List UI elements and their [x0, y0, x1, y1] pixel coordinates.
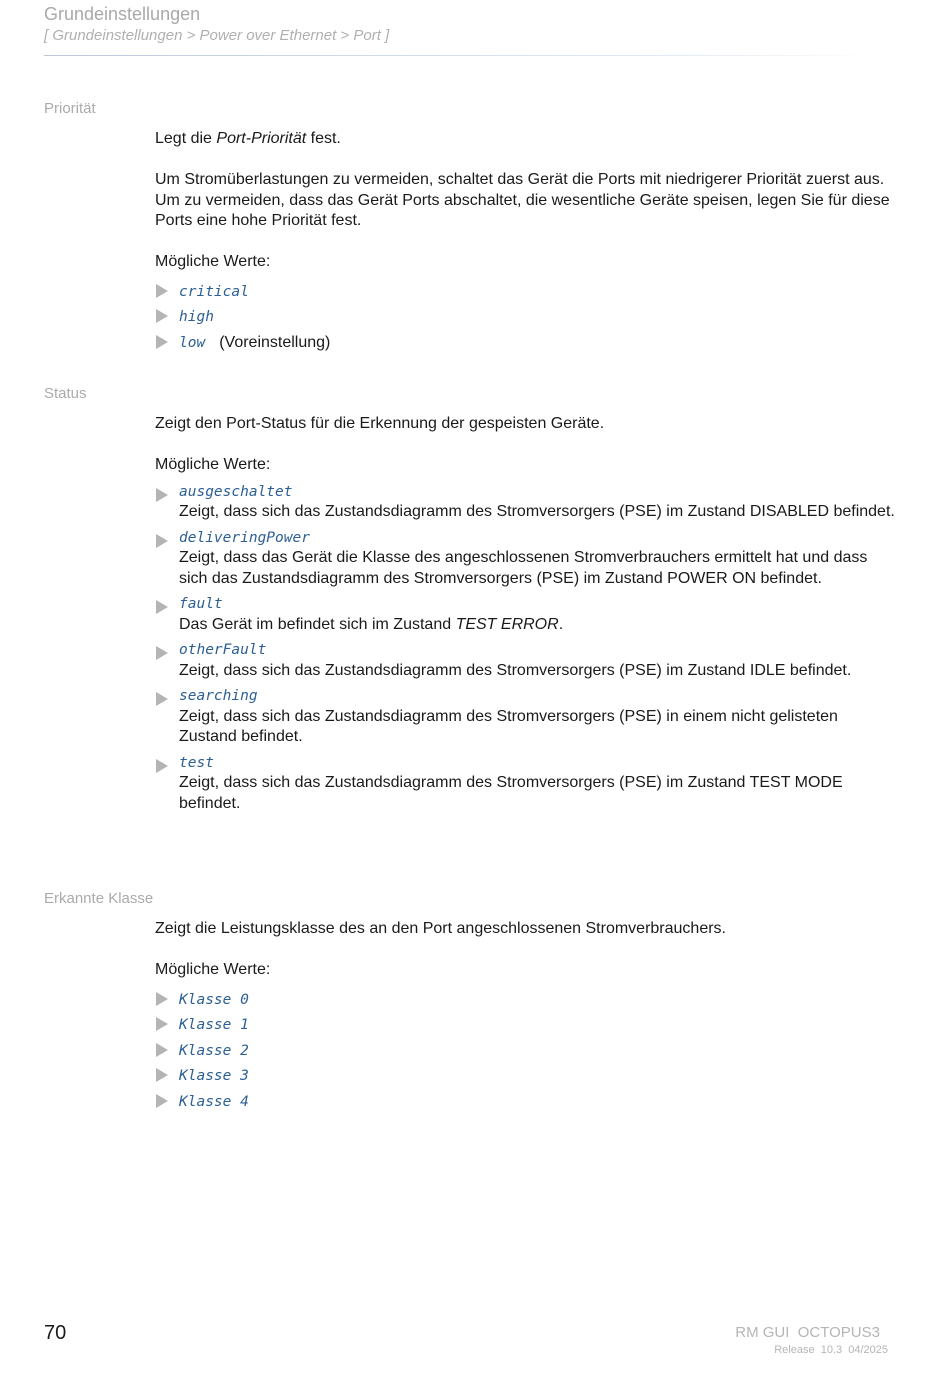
list-item	[155, 640, 895, 681]
section-label-prioritaet: Priorität	[44, 100, 96, 117]
triangle-bullet-icon	[156, 1094, 168, 1108]
values-heading: Mögliche Werte:	[155, 456, 271, 473]
triangle-bullet-icon	[156, 309, 168, 323]
intro-emphasis: Port-Priorität	[216, 130, 307, 147]
value-code: Klasse 3	[179, 1068, 249, 1084]
page-number: 70	[44, 1322, 67, 1344]
value-code: otherFault	[179, 642, 267, 658]
list-item	[155, 594, 895, 635]
list-item	[155, 279, 895, 305]
list-item	[155, 686, 895, 748]
list-item	[155, 753, 895, 815]
triangle-bullet-icon	[156, 284, 168, 298]
value-code: Klasse 2	[179, 1042, 249, 1059]
list-item	[155, 330, 895, 356]
value-code: Klasse 1	[179, 1017, 249, 1033]
triangle-bullet-icon	[156, 992, 168, 1006]
values-heading: Mögliche Werte:	[155, 253, 271, 270]
document-title: RM GUI OCTOPUS3	[735, 1324, 880, 1341]
triangle-bullet-icon	[156, 646, 168, 660]
value-code: fault	[179, 596, 223, 612]
triangle-bullet-icon	[156, 1068, 168, 1082]
value-description: Zeigt, dass sich das Zustandsdiagramm des Stromversorgers (PSE) im Zustand DISABLED befindet.	[179, 503, 895, 520]
triangle-bullet-icon	[156, 488, 168, 502]
section-prioritaet	[155, 129, 895, 355]
list-item	[155, 482, 895, 523]
value-code: Klasse 4	[179, 1093, 249, 1110]
value-description: Zeigt, dass sich das Zustandsdiagramm des Stromversorgers (PSE) im Zustand TEST MODE befindet.	[179, 774, 843, 812]
list-item	[155, 528, 895, 590]
value-list	[155, 987, 895, 1115]
values-heading: Mögliche Werte:	[155, 961, 271, 978]
section-label-klasse: Erkannte Klasse	[44, 890, 154, 907]
value-description: Zeigt, dass sich das Zustandsdiagramm des Stromversorgers (PSE) in einem nicht gelisteten Zustand befindet.	[179, 707, 838, 745]
list-item	[155, 1089, 895, 1115]
release-info: Release 10.3 04/2025	[774, 1344, 888, 1356]
value-list	[155, 482, 895, 815]
value-code: critical	[179, 283, 249, 300]
klasse-intro: Zeigt die Leistungsklasse des an den Port angeschlossenen Stromverbrauchers.	[155, 920, 726, 937]
intro-text-end: fest.	[306, 130, 341, 147]
intro-text: Legt die	[155, 130, 217, 147]
value-code: test	[179, 754, 214, 771]
desc-emphasis: TEST ERROR	[455, 615, 559, 633]
header-divider	[44, 55, 874, 56]
triangle-bullet-icon	[156, 534, 168, 548]
list-item	[155, 987, 895, 1013]
value-code: ausgeschaltet	[179, 483, 293, 500]
list-item	[155, 1063, 895, 1089]
desc-text-end: .	[558, 615, 564, 633]
triangle-bullet-icon	[156, 1043, 168, 1057]
value-description: Zeigt, dass das Gerät die Klasse des angeschlossenen Stromverbrauchers ermittelt hat und dass sich das Zustandsdiagramm des Stromversorgers (PSE) im Zustand POWER ON befindet.	[179, 549, 868, 587]
header-title: Grundeinstellungen	[44, 4, 201, 24]
triangle-bullet-icon	[156, 600, 168, 614]
triangle-bullet-icon	[156, 759, 168, 773]
desc-text: Das Gerät im befindet sich im Zustand	[179, 615, 456, 633]
value-code: searching	[179, 688, 258, 704]
breadcrumb: [ Grundeinstellungen > Power over Ethernet > Port ]	[44, 27, 390, 44]
section-status	[155, 414, 895, 819]
value-code: deliveringPower	[179, 529, 310, 546]
list-item	[155, 1038, 895, 1064]
default-note: (Voreinstellung)	[219, 333, 331, 351]
value-code: Klasse 0	[179, 991, 249, 1008]
triangle-bullet-icon	[156, 335, 168, 349]
value-description	[179, 615, 895, 636]
prioritaet-intro	[155, 129, 895, 150]
status-intro: Zeigt den Port-Status für die Erkennung der gespeisten Geräte.	[155, 415, 605, 432]
page-header	[44, 3, 874, 46]
triangle-bullet-icon	[156, 1017, 168, 1031]
value-code: high	[179, 309, 214, 325]
section-klasse	[155, 919, 895, 1114]
value-code: low	[179, 334, 206, 351]
prioritaet-text: Um Stromüberlastungen zu vermeiden, schaltet das Gerät die Ports mit niedrigerer Priorität zuerst aus. Um zu vermeiden, dass das Gerät Ports abschaltet, die wesentliche Geräte speisen, legen Sie für diese Ports eine hohe Priorität fest.	[155, 171, 890, 229]
list-item	[155, 304, 895, 330]
list-item	[155, 1012, 895, 1038]
section-label-status: Status	[44, 385, 87, 402]
value-list	[155, 279, 895, 356]
value-description: Zeigt, dass sich das Zustandsdiagramm des Stromversorgers (PSE) im Zustand IDLE befindet.	[179, 661, 852, 679]
triangle-bullet-icon	[156, 692, 168, 706]
